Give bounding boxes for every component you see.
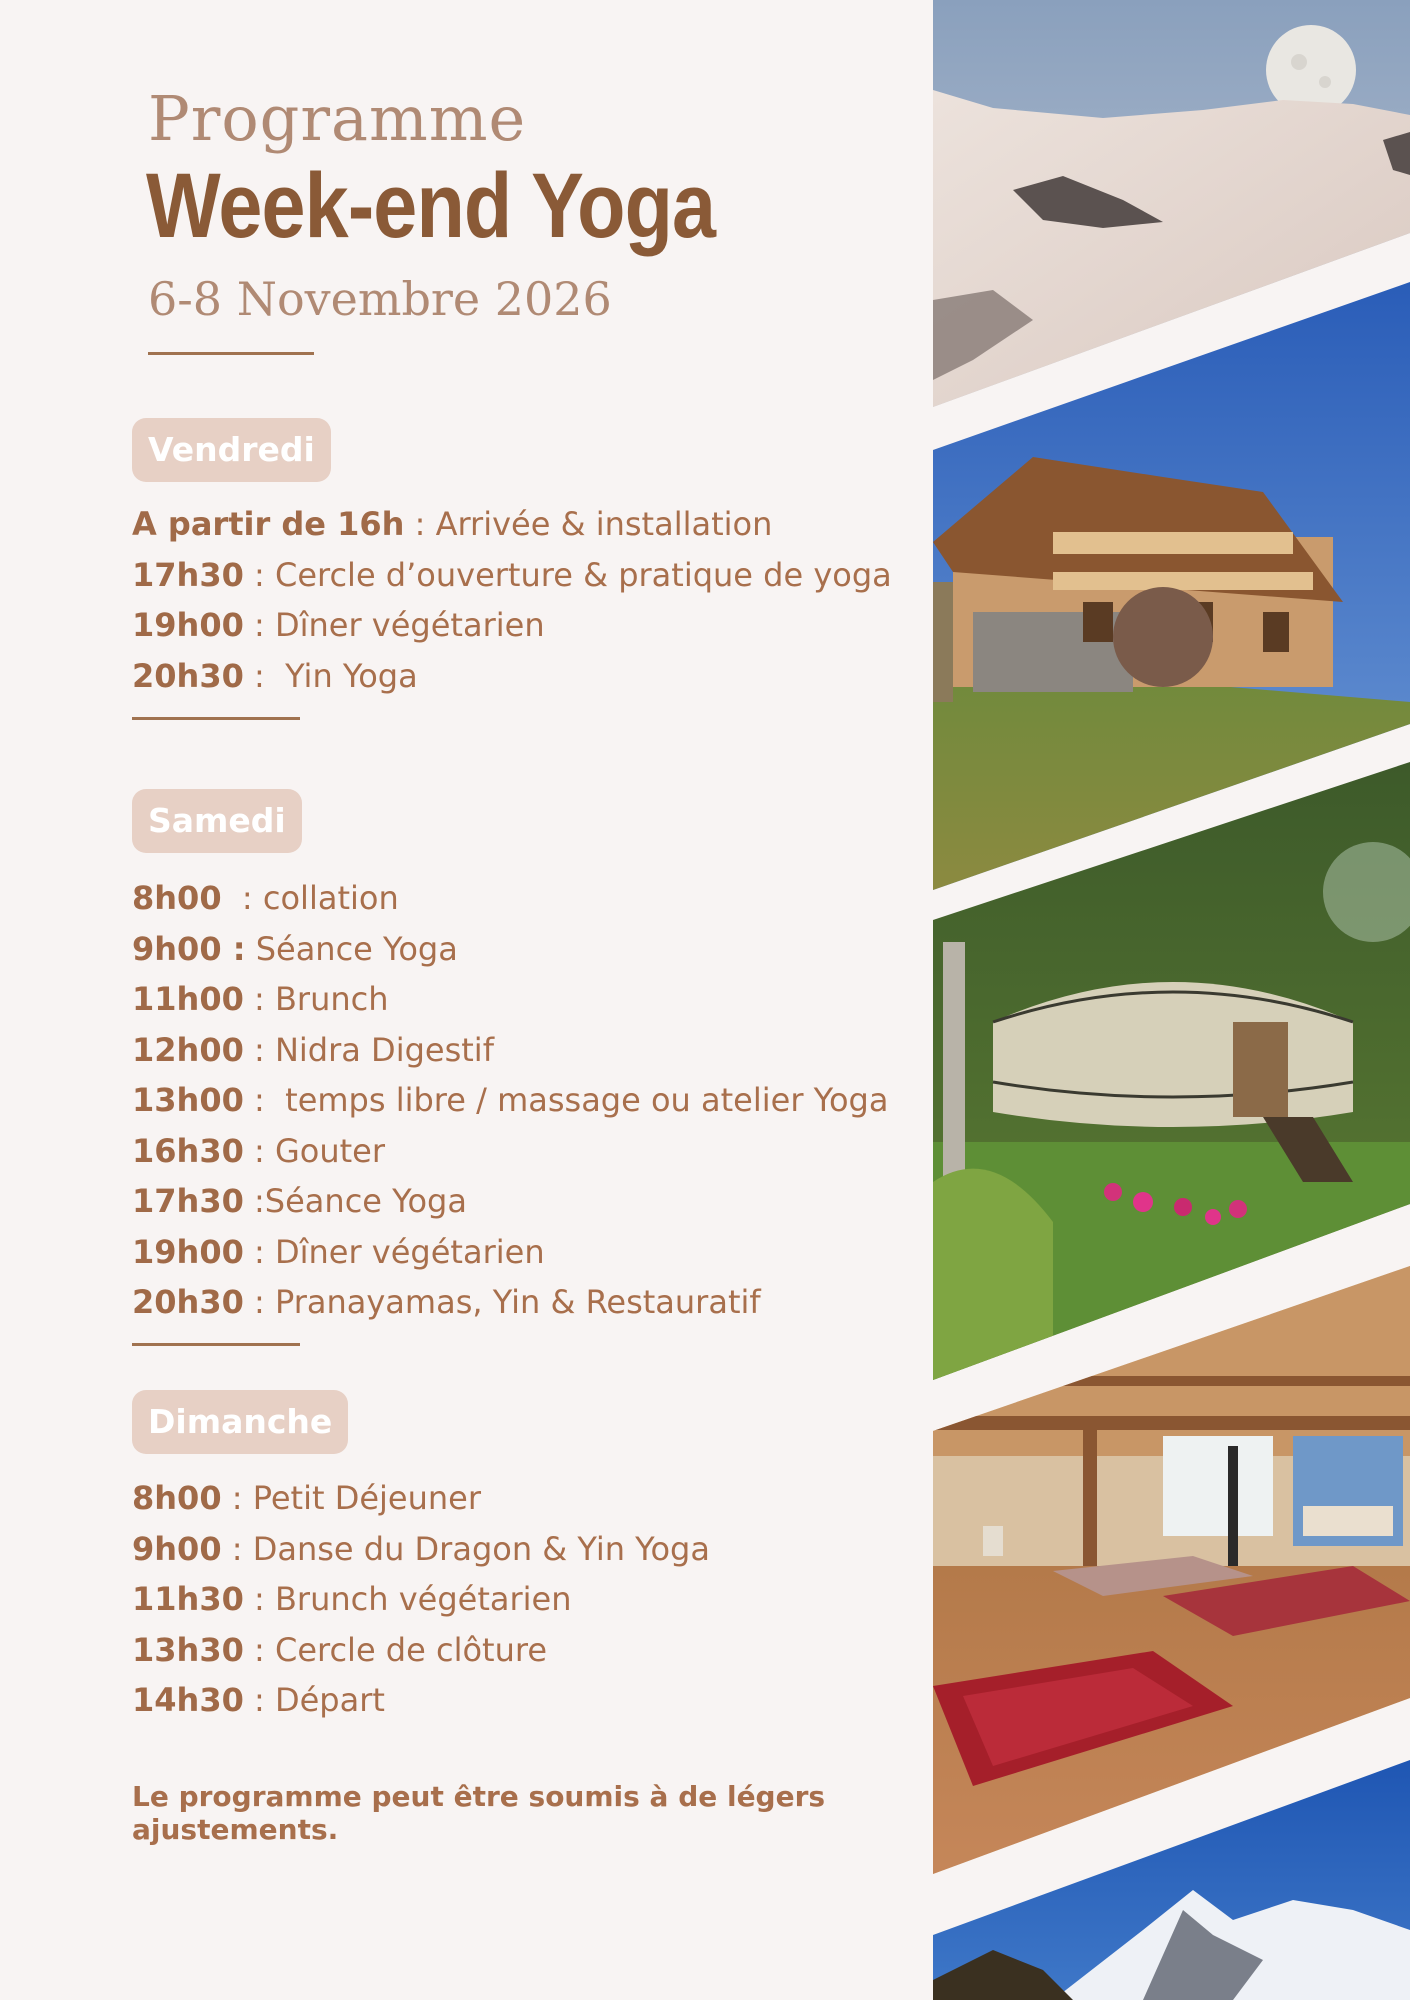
schedule-item: 9h00 : Danse du Dragon & Yin Yoga xyxy=(132,1529,710,1568)
header-divider xyxy=(148,352,314,355)
schedule-dimanche xyxy=(132,1473,710,1726)
schedule-vendredi xyxy=(132,499,892,701)
schedule-item: 11h30 : Brunch végétarien xyxy=(132,1580,572,1618)
schedule-item: 12h00 : Nidra Digestif xyxy=(132,1030,494,1069)
schedule-item: 9h00 : Séance Yoga xyxy=(132,929,458,968)
schedule-item: 17h30 :Séance Yoga xyxy=(132,1182,467,1220)
schedule-item: A partir de 16h : Arrivée & installation xyxy=(132,505,773,543)
schedule-samedi xyxy=(132,873,888,1328)
section-divider xyxy=(132,717,300,720)
schedule-item: 20h30 : Yin Yoga xyxy=(132,656,418,695)
footer-note: Le programme peut être soumis à de légers ajustements. xyxy=(132,1780,826,1846)
schedule-item: 20h30 : Pranayamas, Yin & Restauratif xyxy=(132,1283,761,1321)
section-divider xyxy=(132,1343,300,1346)
day-badge-samedi: Samedi xyxy=(132,789,302,853)
day-badge-dimanche: Dimanche xyxy=(132,1390,348,1454)
event-dates: 6-8 Novembre 2026 xyxy=(148,272,612,326)
schedule-item: 8h00 : collation xyxy=(132,879,399,917)
schedule-item: 16h30 : Gouter xyxy=(132,1131,386,1170)
schedule-item: 19h00 : Dîner végétarien xyxy=(132,1232,545,1271)
day-badge-vendredi: Vendredi xyxy=(132,418,331,482)
photo-mountain-peak xyxy=(933,1760,1410,2000)
schedule-item: 14h30 : Départ xyxy=(132,1681,385,1719)
title-programme: Programme xyxy=(148,82,527,155)
schedule-item: 17h30 : Cercle d’ouverture & pratique de yoga xyxy=(132,555,892,594)
schedule-item: 8h00 : Petit Déjeuner xyxy=(132,1479,482,1517)
schedule-item: 19h00 : Dîner végétarien xyxy=(132,606,545,644)
photo-strip xyxy=(933,0,1410,2000)
schedule-item: 13h00 : temps libre / massage ou atelier Yoga xyxy=(132,1081,889,1119)
title-week-end-yoga: Week-end Yoga xyxy=(146,155,716,257)
schedule-item: 13h30 : Cercle de clôture xyxy=(132,1630,547,1669)
schedule-item: 11h00 : Brunch xyxy=(132,980,389,1018)
